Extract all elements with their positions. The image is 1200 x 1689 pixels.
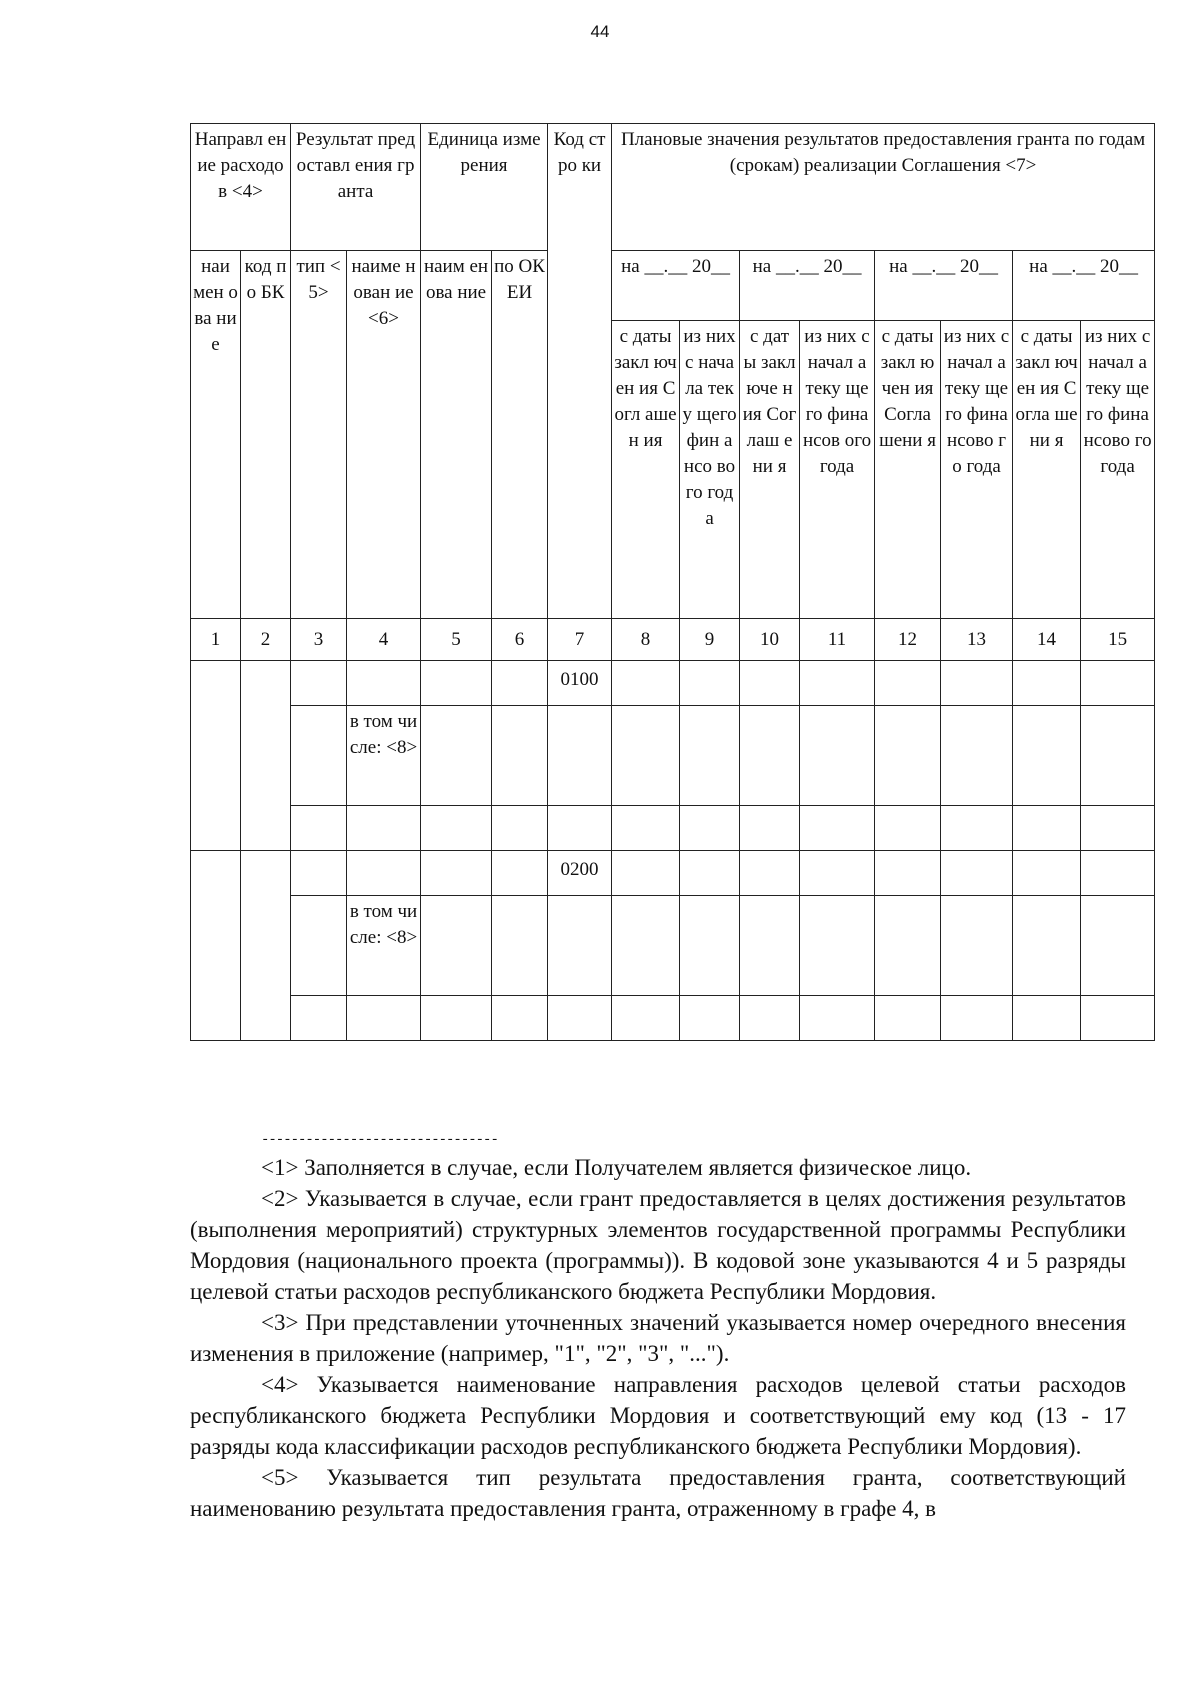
table-cell (548, 706, 612, 806)
column-number: 2 (241, 619, 291, 661)
table-cell (800, 896, 875, 996)
header-planned-values: Плановые значения результатов предоставления гранта по годам (срокам) реализации Соглашения <7> (612, 124, 1155, 251)
header-from-agreement-12: с даты закл ючен ия Согла шени я (875, 321, 941, 619)
table-cell (680, 996, 740, 1041)
table-cell (612, 706, 680, 806)
table-cell (612, 896, 680, 996)
header-period-2: на __.__ 20__ (740, 251, 875, 321)
table-cell (347, 661, 421, 706)
including-cell: в том числе: <8> (347, 896, 421, 996)
column-number: 11 (800, 619, 875, 661)
header-period-1: на __.__ 20__ (612, 251, 740, 321)
table-row (191, 851, 1155, 896)
table-cell (612, 996, 680, 1041)
footnote-1: <1> Заполняется в случае, если Получателем является физическое лицо. (261, 1155, 972, 1180)
table-cell (421, 851, 492, 896)
table-cell (740, 996, 800, 1041)
table-cell (941, 706, 1013, 806)
table-cell (1081, 706, 1155, 806)
table-cell (740, 851, 800, 896)
page-number: 44 (590, 22, 610, 41)
table-cell (612, 661, 680, 706)
table-cell (1081, 851, 1155, 896)
table-cell (875, 706, 941, 806)
table-row (191, 706, 1155, 806)
header-period-4: на __.__ 20__ (1013, 251, 1155, 321)
row-code-cell: 0200 (548, 851, 612, 896)
header-unit: Единица измерения (421, 124, 548, 251)
table-cell (548, 806, 612, 851)
table-row (191, 996, 1155, 1041)
table-cell (680, 806, 740, 851)
table-row (191, 806, 1155, 851)
table-cell (941, 851, 1013, 896)
table-cell (680, 706, 740, 806)
column-number: 14 (1013, 619, 1081, 661)
table-cell (800, 706, 875, 806)
table-cell (492, 996, 548, 1041)
table-cell (421, 661, 492, 706)
header-row-code: Код стро ки (548, 124, 612, 619)
header-from-agreement-14: с даты закл ючен ия Согла шени я (1013, 321, 1081, 619)
table-cell (680, 896, 740, 996)
footnotes (190, 1130, 1126, 1524)
table-cell (291, 996, 347, 1041)
table-cell (492, 806, 548, 851)
table-cell (421, 806, 492, 851)
column-number: 6 (492, 619, 548, 661)
table-cell (612, 851, 680, 896)
table-cell (1013, 896, 1081, 996)
table-cell (347, 806, 421, 851)
table-cell (875, 996, 941, 1041)
table-cell (241, 661, 291, 851)
header-period-3: на __.__ 20__ (875, 251, 1013, 321)
table-cell (1013, 851, 1081, 896)
including-cell: в том числе: <8> (347, 706, 421, 806)
grant-results-table (190, 123, 1155, 1041)
header-from-year-9: из них с нача ла теку щего фин ансо вого года (680, 321, 740, 619)
table-cell (291, 896, 347, 996)
table-cell (291, 706, 347, 806)
table-cell (1081, 996, 1155, 1041)
table-cell (1013, 996, 1081, 1041)
table-cell (421, 896, 492, 996)
table-cell (492, 661, 548, 706)
table-cell (241, 851, 291, 1041)
table-cell (875, 896, 941, 996)
header-direction-name: наи мен ова ние (191, 251, 241, 619)
column-number: 9 (680, 619, 740, 661)
table-cell (941, 996, 1013, 1041)
table-cell (1081, 896, 1155, 996)
table-cell (421, 996, 492, 1041)
column-number: 3 (291, 619, 347, 661)
column-number: 5 (421, 619, 492, 661)
table-cell (347, 996, 421, 1041)
table-cell (740, 661, 800, 706)
table-row (191, 661, 1155, 706)
column-number: 15 (1081, 619, 1155, 661)
table-cell (941, 896, 1013, 996)
table-cell (941, 806, 1013, 851)
table-cell (875, 661, 941, 706)
header-bk-code: код по БК (241, 251, 291, 619)
table-cell (800, 851, 875, 896)
header-from-agreement-10: с дат ы закл юче ния Сог лаш ени я (740, 321, 800, 619)
table-cell (1013, 661, 1081, 706)
table-cell (191, 661, 241, 851)
table-cell (548, 996, 612, 1041)
header-from-year-13: из них с начал а теку щего фина нсово го года (941, 321, 1013, 619)
header-from-year-15: из них с начал а теку щего фина нсово го года (1081, 321, 1155, 619)
table-cell (941, 661, 1013, 706)
table-cell (612, 806, 680, 851)
header-from-agreement-8: с даты закл ючен ия Согл ашен ия (612, 321, 680, 619)
column-number-row (191, 619, 1155, 661)
table-cell (1013, 706, 1081, 806)
table-cell (347, 851, 421, 896)
table-cell (875, 806, 941, 851)
column-number: 8 (612, 619, 680, 661)
header-okei: по ОК ЕИ (492, 251, 548, 619)
header-row-1 (191, 124, 1155, 251)
header-result: Результат предоставл ения гранта (291, 124, 421, 251)
table-cell (291, 851, 347, 896)
column-number: 7 (548, 619, 612, 661)
table-cell (421, 706, 492, 806)
header-direction: Направл ение расходов <4> (191, 124, 291, 251)
footnote-3: <3> При представлении уточненных значений указывается номер очередного внесения изменения в приложение (например, "1", "2", "3", "..."). (190, 1310, 1126, 1366)
header-result-name: наиме нован ие <6> (347, 251, 421, 619)
table-cell (800, 661, 875, 706)
table-cell (800, 806, 875, 851)
column-number: 12 (875, 619, 941, 661)
table-cell (291, 806, 347, 851)
table-cell (875, 851, 941, 896)
table-cell (191, 851, 241, 1041)
table-cell (548, 896, 612, 996)
column-number: 4 (347, 619, 421, 661)
table-cell (740, 706, 800, 806)
table-cell (800, 996, 875, 1041)
table-cell (680, 851, 740, 896)
footnote-2: <2> Указывается в случае, если грант предоставляется в целях достижения результатов (выполнения мероприятий) структурных элементов государственной программы Республики Мордовия (национального проекта (программы)). В кодовой зоне указываются 4 и 5 разряды целевой статьи расходов республиканского бюджета Республики Мордовия. (190, 1186, 1126, 1304)
column-number: 10 (740, 619, 800, 661)
table-cell (291, 661, 347, 706)
column-number: 1 (191, 619, 241, 661)
table-cell (1081, 661, 1155, 706)
header-unit-name: наим енова ние (421, 251, 492, 619)
footnote-4: <4> Указывается наименование направления расходов целевой статьи расходов республиканского бюджета Республики Мордовия и соответствующий ему код (13 - 17 разряды кода классификации расходов республиканского бюджета Республики Мордовия). (190, 1372, 1126, 1459)
footnote-separator: -------------------------------- (261, 1132, 498, 1148)
table-cell (740, 806, 800, 851)
table-row (191, 896, 1155, 996)
column-number: 13 (941, 619, 1013, 661)
table-cell (680, 661, 740, 706)
row-code-cell: 0100 (548, 661, 612, 706)
header-row-2 (191, 251, 1155, 321)
table-cell (740, 896, 800, 996)
table-cell (492, 706, 548, 806)
header-from-year-11: из них с начал а теку щего фина нсов ого года (800, 321, 875, 619)
table-cell (492, 896, 548, 996)
table-cell (1013, 806, 1081, 851)
table-cell (1081, 806, 1155, 851)
footnote-5: <5> Указывается тип результата предоставления гранта, соответствующий наименованию результата предоставления гранта, отраженному в графе 4, в (190, 1465, 1126, 1521)
header-result-type: тип <5> (291, 251, 347, 619)
table-cell (492, 851, 548, 896)
